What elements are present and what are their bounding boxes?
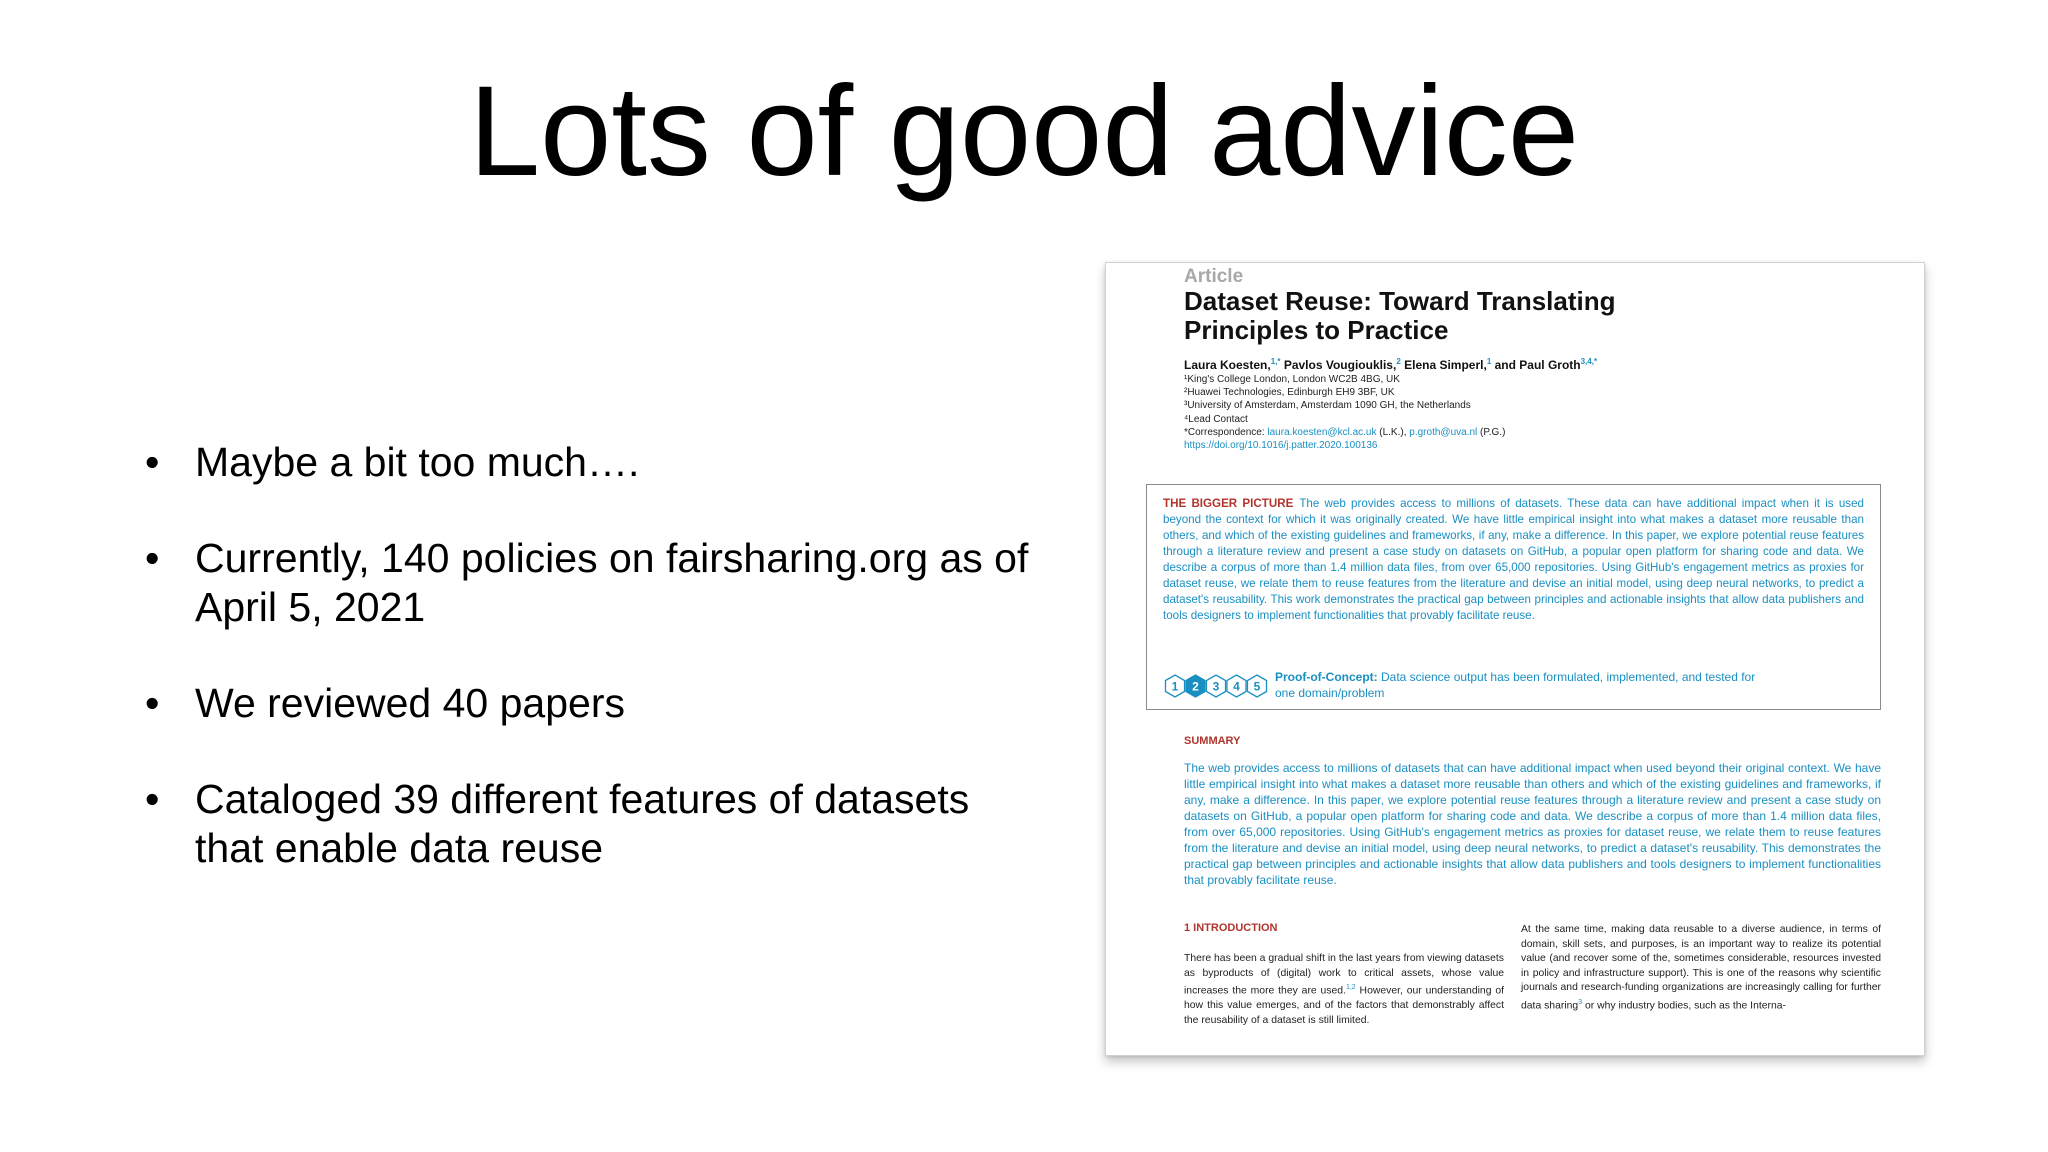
author-name: and Paul Groth xyxy=(1491,358,1581,372)
affiliation: ¹King's College London, London WC2B 4BG, UK xyxy=(1184,374,1400,385)
bullet-dot: • xyxy=(145,776,160,822)
author-name: Elena Simperl, xyxy=(1400,358,1487,372)
maturity-level-label: 3 xyxy=(1212,679,1220,694)
affiliation: ²Huawei Technologies, Edinburgh EH9 3BF, UK xyxy=(1184,387,1395,399)
intro-text: There has been a gradual shift in the last years from viewing datasets as byproducts of (digital) work to critical assets, whose value increases the more they are used. xyxy=(1184,953,1504,997)
poc-description xyxy=(1275,669,1775,701)
email-link[interactable]: laura.koesten@kcl.ac.uk xyxy=(1267,426,1377,438)
bullet-dot: • xyxy=(145,439,160,485)
correspondence-suffix: (P.G.) xyxy=(1477,426,1506,438)
bullet-text: Maybe a bit too much…. xyxy=(195,439,640,485)
bullet-item xyxy=(145,775,1045,873)
citation-sup: 3 xyxy=(1578,998,1583,1006)
author-name: Laura Koesten, xyxy=(1184,358,1271,372)
intro-column-left xyxy=(1184,952,1504,1028)
paper-title-line: Principles to Practice xyxy=(1184,315,1449,345)
introduction-heading: 1 INTRODUCTION xyxy=(1184,922,1278,934)
bullet-dot: • xyxy=(145,535,160,581)
affiliation: ⁴Lead Contact xyxy=(1184,413,1248,425)
bullet-item xyxy=(145,438,1045,487)
poc-label: Proof-of-Concept: xyxy=(1275,670,1378,684)
summary-heading: SUMMARY xyxy=(1184,735,1241,747)
bigger-picture-box xyxy=(1146,484,1881,710)
author-sup: 2 xyxy=(1396,357,1401,366)
bullet-item xyxy=(145,534,1045,632)
doi-link[interactable]: https://doi.org/10.1016/j.patter.2020.100136 xyxy=(1184,440,1378,452)
intro-text: At the same time, making data reusable to a diverse audience, in terms of domain, skill sets, and purposes, is an important way to realize its potential value (and recover some of the, sometimes considerable, resources invested in policy and infrastructure support). This is one of the reasons why scientific journals and research-funding organizations are increasingly calling for further data sharing xyxy=(1521,924,1881,1012)
author-name: Pavlos Vougiouklis, xyxy=(1280,358,1397,372)
proof-of-concept xyxy=(1163,669,1863,701)
email-link[interactable]: p.groth@uva.nl xyxy=(1409,426,1478,438)
intro-text: However, our understanding of how this value emerges, and of the factors that demonstrably affect the reusability of a dataset is still limited. xyxy=(1184,985,1504,1026)
bullet-list xyxy=(145,438,1045,920)
correspondence-prefix: *Correspondence: xyxy=(1184,426,1268,438)
maturity-level-label: 5 xyxy=(1253,679,1261,694)
paper-affiliations xyxy=(1184,373,1884,452)
author-sup: 1,* xyxy=(1270,357,1281,366)
bullet-text: Currently, 140 policies on fairsharing.org as of April 5, 2021 xyxy=(195,535,1029,630)
paper-authors xyxy=(1184,357,1597,372)
citation-sup: 1,2 xyxy=(1345,984,1356,992)
maturity-level-label: 4 xyxy=(1233,679,1240,694)
paper-title xyxy=(1184,287,1884,345)
bullet-text: Cataloged 39 different features of datasets that enable data reuse xyxy=(195,776,970,871)
bigger-picture-text xyxy=(1163,496,1864,624)
intro-text: or why industry bodies, such as the Interna- xyxy=(1582,1000,1786,1012)
bullet-dot: • xyxy=(145,680,160,726)
bullet-text: We reviewed 40 papers xyxy=(195,680,625,726)
bigger-picture-body: The web provides access to millions of datasets. These data can have additional impact when it is used beyond the context for which it was originally created. We have little empirical insight into what makes a dataset more reusable than others, and which of the existing guidelines and frameworks, if any, make a difference. In this paper, we explore potential reuse features through a literature review and present a case study on datasets on GitHub, a popular open platform for sharing code and data. We describe a corpus of more than 1.4 million data files, from over 65,000 repositories. Using GitHub's engagement metrics as proxies for dataset reuse, we relate them to reuse features from the literature and devise an initial model, using deep neural networks, to predict a dataset's reusability. This work demonstrates the practical gap between principles and actionable insights that allow data publishers and tools designers to implement functionalities that provably facilitate reuse. xyxy=(1163,497,1864,622)
correspondence xyxy=(1184,426,1884,439)
maturity-level-label: 2 xyxy=(1192,679,1199,694)
correspondence-mid: (L.K.), xyxy=(1376,426,1410,438)
affiliation: ³University of Amsterdam, Amsterdam 1090 GH, the Netherlands xyxy=(1184,400,1471,412)
intro-column-right xyxy=(1521,923,1881,1014)
author-sup: 1 xyxy=(1486,357,1492,366)
maturity-level-hexagons xyxy=(1163,673,1273,699)
bigger-picture-heading: THE BIGGER PICTURE xyxy=(1163,497,1294,510)
maturity-level-label: 1 xyxy=(1171,679,1179,694)
paper-title-line: Dataset Reuse: Toward Translating xyxy=(1184,286,1616,316)
paper-article-label: Article xyxy=(1184,266,1244,287)
poc-text: Data science output has been formulated, implemented, and tested for one domain/problem xyxy=(1275,670,1756,700)
slide-title: Lots of good advice xyxy=(468,60,1580,203)
summary-text: The web provides access to millions of datasets that can have additional impact when used beyond their original context. We have little empirical insight into what makes a dataset more reusable than others and which of the existing guidelines and frameworks, if any, make a difference. In this paper, we explore potential reuse features through a literature review and present a case study on datasets on GitHub, a popular open platform for sharing code and data. We describe a corpus of more than 1.4 million data files, from over 65,000 repositories. Using GitHub's engagement metrics as proxies for dataset reuse, we relate them to reuse features from the literature and devise an initial model, using deep neural networks, to predict a dataset's reusability. This demonstrates the practical gap between principles and actionable insights that allow data publishers and tools designers to implement functionalities that provably facilitate reuse. xyxy=(1184,761,1881,887)
author-sup: 3,4,* xyxy=(1580,357,1598,366)
paper-screenshot xyxy=(1105,262,1925,1056)
bullet-item xyxy=(145,679,1045,728)
